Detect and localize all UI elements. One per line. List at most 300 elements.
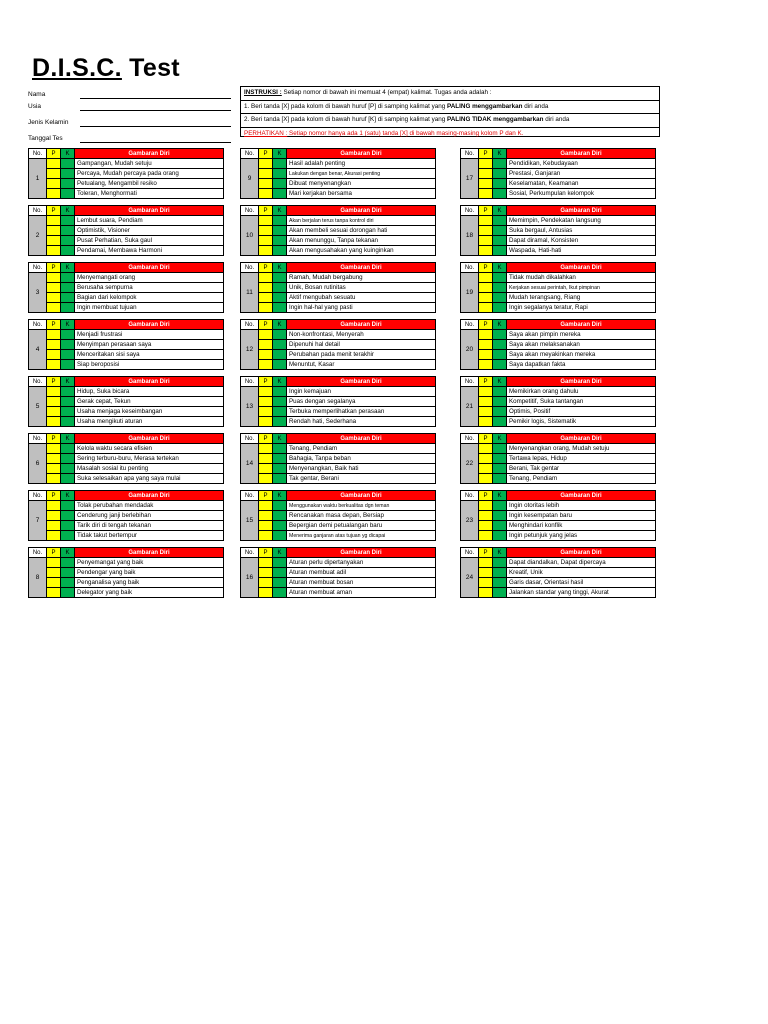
k-mark-cell[interactable]	[61, 521, 75, 531]
header-k: K	[273, 263, 287, 273]
header-p: P	[47, 149, 61, 159]
p-mark-cell[interactable]	[479, 387, 493, 397]
k-mark-cell[interactable]	[273, 417, 287, 427]
p-mark-cell[interactable]	[479, 273, 493, 283]
k-mark-cell[interactable]	[273, 454, 287, 464]
k-mark-cell[interactable]	[493, 588, 507, 598]
k-mark-cell[interactable]	[273, 501, 287, 511]
k-mark-cell[interactable]	[273, 474, 287, 484]
p-mark-cell[interactable]	[47, 521, 61, 531]
p-mark-cell[interactable]	[479, 568, 493, 578]
table-row	[461, 588, 656, 598]
statement-text: Berani, Tak gentar	[507, 464, 656, 474]
p-mark-cell[interactable]	[47, 417, 61, 427]
k-mark-cell[interactable]	[493, 360, 507, 370]
p-mark-cell[interactable]	[259, 283, 273, 293]
p-mark-cell[interactable]	[47, 578, 61, 588]
statement-text: Jalankan standar yang tinggi, Akurat	[507, 588, 656, 598]
header-p: P	[479, 434, 493, 444]
k-mark-cell[interactable]	[273, 330, 287, 340]
k-mark-cell[interactable]	[61, 283, 75, 293]
table-header-row	[461, 206, 656, 216]
statement-text: Kompetitif, Suka tantangan	[507, 397, 656, 407]
field-tanggal-tes	[28, 134, 233, 144]
k-mark-cell[interactable]	[61, 216, 75, 226]
k-mark-cell[interactable]	[493, 578, 507, 588]
statement-text: Ingin membuat tujuan	[75, 303, 224, 313]
k-mark-cell[interactable]	[493, 454, 507, 464]
p-mark-cell[interactable]	[259, 474, 273, 484]
table-row	[461, 417, 656, 427]
p-mark-cell[interactable]	[259, 340, 273, 350]
tanggal-tes-input-line[interactable]	[80, 142, 231, 143]
p-mark-cell[interactable]	[479, 360, 493, 370]
k-mark-cell[interactable]	[273, 283, 287, 293]
table-header-row	[241, 149, 436, 159]
p-mark-cell[interactable]	[479, 330, 493, 340]
p-mark-cell[interactable]	[479, 350, 493, 360]
k-mark-cell[interactable]	[61, 350, 75, 360]
table-header-row	[29, 548, 224, 558]
k-mark-cell[interactable]	[61, 189, 75, 199]
k-mark-cell[interactable]	[61, 330, 75, 340]
statement-text: Tarik diri di tengah tekanan	[75, 521, 224, 531]
table-row	[241, 169, 436, 179]
table-header-row	[241, 206, 436, 216]
instructions-intro-text: Setiap nomor di bawah ini memuat 4 (empat) kalimat. Tugas anda adalah :	[281, 89, 492, 96]
p-mark-cell[interactable]	[259, 159, 273, 169]
k-mark-cell[interactable]	[273, 511, 287, 521]
k-mark-cell[interactable]	[493, 340, 507, 350]
k-mark-cell[interactable]	[273, 464, 287, 474]
k-mark-cell[interactable]	[493, 216, 507, 226]
k-mark-cell[interactable]	[273, 246, 287, 256]
table-row	[461, 397, 656, 407]
statement-text: Petualang, Mengambil resiko	[75, 179, 224, 189]
statement-text: Gerak cepat, Tekun	[75, 397, 224, 407]
k-mark-cell[interactable]	[273, 179, 287, 189]
k-mark-cell[interactable]	[273, 273, 287, 283]
p-mark-cell[interactable]	[479, 169, 493, 179]
p-mark-cell[interactable]	[259, 360, 273, 370]
p-mark-cell[interactable]	[259, 293, 273, 303]
table-row	[241, 521, 436, 531]
p-mark-cell[interactable]	[259, 511, 273, 521]
k-mark-cell[interactable]	[493, 464, 507, 474]
k-mark-cell[interactable]	[273, 578, 287, 588]
k-mark-cell[interactable]	[493, 521, 507, 531]
p-mark-cell[interactable]	[259, 189, 273, 199]
question-number: 12	[241, 330, 259, 370]
statement-text: Rendah hati, Sederhana	[287, 417, 436, 427]
table-row	[241, 303, 436, 313]
header-k: K	[273, 548, 287, 558]
question-table	[240, 547, 436, 598]
field-label: Nama	[28, 91, 46, 98]
statement-text: Waspada, Hati-hati	[507, 246, 656, 256]
header-gambaran-diri: Gambaran Diri	[75, 548, 224, 558]
p-mark-cell[interactable]	[47, 501, 61, 511]
p-mark-cell[interactable]	[479, 236, 493, 246]
statement-text: Aturan membuat aman	[287, 588, 436, 598]
p-mark-cell[interactable]	[259, 558, 273, 568]
k-mark-cell[interactable]	[61, 236, 75, 246]
p-mark-cell[interactable]	[47, 407, 61, 417]
statement-text: Bepergian demi petualangan baru	[287, 521, 436, 531]
question-number: 23	[461, 501, 479, 541]
p-mark-cell[interactable]	[259, 179, 273, 189]
k-mark-cell[interactable]	[61, 169, 75, 179]
p-mark-cell[interactable]	[259, 578, 273, 588]
p-mark-cell[interactable]	[479, 216, 493, 226]
table-row	[241, 340, 436, 350]
p-mark-cell[interactable]	[259, 169, 273, 179]
p-mark-cell[interactable]	[259, 226, 273, 236]
k-mark-cell[interactable]	[61, 340, 75, 350]
k-mark-cell[interactable]	[493, 474, 507, 484]
p-mark-cell[interactable]	[479, 578, 493, 588]
table-row	[461, 246, 656, 256]
k-mark-cell[interactable]	[61, 360, 75, 370]
p-mark-cell[interactable]	[47, 464, 61, 474]
statement-text: Ingin otoritas lebih	[507, 501, 656, 511]
p-mark-cell[interactable]	[479, 511, 493, 521]
p-mark-cell[interactable]	[259, 397, 273, 407]
table-row	[29, 303, 224, 313]
p-mark-cell[interactable]	[259, 236, 273, 246]
table-row	[29, 588, 224, 598]
question-number: 15	[241, 501, 259, 541]
k-mark-cell[interactable]	[273, 159, 287, 169]
k-mark-cell[interactable]	[61, 407, 75, 417]
table-row	[241, 501, 436, 511]
statement-text: Menyimpan perasaan saya	[75, 340, 224, 350]
table-row	[461, 226, 656, 236]
k-mark-cell[interactable]	[273, 293, 287, 303]
k-mark-cell[interactable]	[493, 531, 507, 541]
k-mark-cell[interactable]	[273, 397, 287, 407]
p-mark-cell[interactable]	[47, 246, 61, 256]
k-mark-cell[interactable]	[61, 588, 75, 598]
p-mark-cell[interactable]	[47, 189, 61, 199]
question-table	[28, 433, 224, 484]
k-mark-cell[interactable]	[61, 246, 75, 256]
k-mark-cell[interactable]	[493, 511, 507, 521]
table-row	[29, 568, 224, 578]
p-mark-cell[interactable]	[259, 444, 273, 454]
k-mark-cell[interactable]	[273, 216, 287, 226]
statement-text: Tertawa lepas, Hidup	[507, 454, 656, 464]
p-mark-cell[interactable]	[259, 531, 273, 541]
p-mark-cell[interactable]	[259, 454, 273, 464]
k-mark-cell[interactable]	[273, 189, 287, 199]
table-row	[241, 293, 436, 303]
p-mark-cell[interactable]	[259, 273, 273, 283]
question-number: 18	[461, 216, 479, 256]
header-p: P	[259, 491, 273, 501]
table-row	[461, 330, 656, 340]
header-k: K	[273, 149, 287, 159]
k-mark-cell[interactable]	[61, 568, 75, 578]
k-mark-cell[interactable]	[61, 444, 75, 454]
k-mark-cell[interactable]	[61, 501, 75, 511]
statement-text: Saya dapatkan fakta	[507, 360, 656, 370]
p-mark-cell[interactable]	[479, 246, 493, 256]
jenis-kelamin-input-line[interactable]	[80, 126, 231, 127]
table-row	[461, 236, 656, 246]
p-mark-cell[interactable]	[259, 303, 273, 313]
k-mark-cell[interactable]	[61, 417, 75, 427]
statement-text: Perubahan pada menit terakhir	[287, 350, 436, 360]
k-mark-cell[interactable]	[493, 568, 507, 578]
k-mark-cell[interactable]	[273, 340, 287, 350]
statement-text: Rencanakan masa depan, Bersiap	[287, 511, 436, 521]
statement-text: Ingin petunjuk yang jelas	[507, 531, 656, 541]
k-mark-cell[interactable]	[493, 246, 507, 256]
header-p: P	[259, 149, 273, 159]
p-mark-cell[interactable]	[47, 303, 61, 313]
p-mark-cell[interactable]	[47, 236, 61, 246]
question-number: 9	[241, 159, 259, 199]
p-mark-cell[interactable]	[479, 397, 493, 407]
header-gambaran-diri: Gambaran Diri	[287, 377, 436, 387]
p-mark-cell[interactable]	[47, 360, 61, 370]
table-row	[241, 558, 436, 568]
p-mark-cell[interactable]	[47, 216, 61, 226]
p-mark-cell[interactable]	[259, 464, 273, 474]
p-mark-cell[interactable]	[479, 407, 493, 417]
p-mark-cell[interactable]	[479, 521, 493, 531]
header-no: No.	[241, 149, 259, 159]
table-row	[29, 444, 224, 454]
k-mark-cell[interactable]	[61, 558, 75, 568]
k-mark-cell[interactable]	[273, 558, 287, 568]
k-mark-cell[interactable]	[61, 273, 75, 283]
table-row	[461, 350, 656, 360]
statement-text: Ingin kemajuan	[287, 387, 436, 397]
table-row	[461, 169, 656, 179]
p-mark-cell[interactable]	[259, 216, 273, 226]
p-mark-cell[interactable]	[479, 340, 493, 350]
k-mark-cell[interactable]	[493, 283, 507, 293]
p-mark-cell[interactable]	[479, 303, 493, 313]
k-mark-cell[interactable]	[493, 159, 507, 169]
statement-text: Sering terburu-buru, Merasa tertekan	[75, 454, 224, 464]
table-header-row	[241, 377, 436, 387]
k-mark-cell[interactable]	[61, 464, 75, 474]
table-row	[241, 246, 436, 256]
k-mark-cell[interactable]	[61, 159, 75, 169]
k-mark-cell[interactable]	[61, 303, 75, 313]
p-mark-cell[interactable]	[47, 474, 61, 484]
k-mark-cell[interactable]	[273, 226, 287, 236]
p-mark-cell[interactable]	[479, 179, 493, 189]
k-mark-cell[interactable]	[493, 407, 507, 417]
p-mark-cell[interactable]	[479, 588, 493, 598]
usia-input-line[interactable]	[80, 110, 231, 111]
p-mark-cell[interactable]	[479, 159, 493, 169]
header-no: No.	[29, 491, 47, 501]
table-row	[241, 511, 436, 521]
table-row	[29, 226, 224, 236]
k-mark-cell[interactable]	[273, 444, 287, 454]
table-row	[241, 226, 436, 236]
k-mark-cell[interactable]	[493, 179, 507, 189]
statement-text: Memimpin, Pendekatan langsung	[507, 216, 656, 226]
header-gambaran-diri: Gambaran Diri	[507, 434, 656, 444]
k-mark-cell[interactable]	[273, 350, 287, 360]
p-mark-cell[interactable]	[259, 387, 273, 397]
table-row	[241, 568, 436, 578]
question-number: 11	[241, 273, 259, 313]
k-mark-cell[interactable]	[61, 387, 75, 397]
p-mark-cell[interactable]	[259, 568, 273, 578]
p-mark-cell[interactable]	[259, 350, 273, 360]
p-mark-cell[interactable]	[47, 454, 61, 464]
p-mark-cell[interactable]	[47, 159, 61, 169]
k-mark-cell[interactable]	[273, 407, 287, 417]
header-k: K	[493, 491, 507, 501]
k-mark-cell[interactable]	[493, 501, 507, 511]
p-mark-cell[interactable]	[47, 293, 61, 303]
question-table	[240, 262, 436, 313]
p-mark-cell[interactable]	[479, 293, 493, 303]
p-mark-cell[interactable]	[479, 531, 493, 541]
statement-text: Pendamai, Membawa Harmoni	[75, 246, 224, 256]
k-mark-cell[interactable]	[493, 417, 507, 427]
p-mark-cell[interactable]	[479, 501, 493, 511]
header-k: K	[493, 434, 507, 444]
k-mark-cell[interactable]	[493, 444, 507, 454]
header-no: No.	[461, 263, 479, 273]
k-mark-cell[interactable]	[61, 397, 75, 407]
table-header-row	[461, 491, 656, 501]
p-mark-cell[interactable]	[47, 568, 61, 578]
nama-input-line[interactable]	[80, 98, 231, 99]
header-k: K	[493, 548, 507, 558]
k-mark-cell[interactable]	[61, 293, 75, 303]
table-row	[241, 330, 436, 340]
k-mark-cell[interactable]	[493, 387, 507, 397]
k-mark-cell[interactable]	[273, 236, 287, 246]
header-k: K	[61, 434, 75, 444]
question-table	[28, 319, 224, 370]
p-mark-cell[interactable]	[479, 444, 493, 454]
k-mark-cell[interactable]	[493, 169, 507, 179]
k-mark-cell[interactable]	[493, 236, 507, 246]
k-mark-cell[interactable]	[61, 474, 75, 484]
p-mark-cell[interactable]	[479, 558, 493, 568]
k-mark-cell[interactable]	[493, 558, 507, 568]
header-no: No.	[241, 548, 259, 558]
k-mark-cell[interactable]	[273, 588, 287, 598]
p-mark-cell[interactable]	[47, 283, 61, 293]
p-mark-cell[interactable]	[259, 501, 273, 511]
k-mark-cell[interactable]	[493, 226, 507, 236]
table-row	[241, 360, 436, 370]
k-mark-cell[interactable]	[273, 169, 287, 179]
header-no: No.	[29, 377, 47, 387]
p-mark-cell[interactable]	[259, 330, 273, 340]
k-mark-cell[interactable]	[61, 531, 75, 541]
p-mark-cell[interactable]	[47, 273, 61, 283]
table-row	[241, 189, 436, 199]
question-table	[460, 319, 656, 370]
p-mark-cell[interactable]	[47, 588, 61, 598]
k-mark-cell[interactable]	[493, 350, 507, 360]
statement-text: Non-konfrontasi, Menyerah	[287, 330, 436, 340]
k-mark-cell[interactable]	[493, 273, 507, 283]
p-mark-cell[interactable]	[47, 330, 61, 340]
statement-text: Akan mengusahakan yang kuinginkan	[287, 246, 436, 256]
p-mark-cell[interactable]	[47, 340, 61, 350]
p-mark-cell[interactable]	[259, 588, 273, 598]
table-row	[461, 283, 656, 293]
statement-text: Dibuat menyenangkan	[287, 179, 436, 189]
k-mark-cell[interactable]	[493, 303, 507, 313]
instr-1-pre: 1. Beri tanda [X] pada kolom di bawah huruf [P] di samping kalimat yang	[244, 102, 448, 110]
p-mark-cell[interactable]	[479, 189, 493, 199]
p-mark-cell[interactable]	[47, 169, 61, 179]
p-mark-cell[interactable]	[47, 350, 61, 360]
k-mark-cell[interactable]	[273, 568, 287, 578]
table-row	[29, 531, 224, 541]
p-mark-cell[interactable]	[47, 397, 61, 407]
p-mark-cell[interactable]	[259, 521, 273, 531]
k-mark-cell[interactable]	[493, 293, 507, 303]
table-header-row	[241, 320, 436, 330]
k-mark-cell[interactable]	[61, 578, 75, 588]
header-k: K	[493, 263, 507, 273]
k-mark-cell[interactable]	[493, 189, 507, 199]
k-mark-cell[interactable]	[61, 454, 75, 464]
p-mark-cell[interactable]	[479, 283, 493, 293]
p-mark-cell[interactable]	[479, 417, 493, 427]
p-mark-cell[interactable]	[47, 511, 61, 521]
p-mark-cell[interactable]	[259, 246, 273, 256]
k-mark-cell[interactable]	[61, 226, 75, 236]
p-mark-cell[interactable]	[47, 226, 61, 236]
p-mark-cell[interactable]	[47, 179, 61, 189]
k-mark-cell[interactable]	[61, 511, 75, 521]
k-mark-cell[interactable]	[493, 397, 507, 407]
p-mark-cell[interactable]	[259, 407, 273, 417]
table-row	[241, 350, 436, 360]
p-mark-cell[interactable]	[47, 444, 61, 454]
p-mark-cell[interactable]	[479, 474, 493, 484]
p-mark-cell[interactable]	[47, 558, 61, 568]
k-mark-cell[interactable]	[273, 387, 287, 397]
p-mark-cell[interactable]	[47, 387, 61, 397]
k-mark-cell[interactable]	[493, 330, 507, 340]
p-mark-cell[interactable]	[47, 531, 61, 541]
statement-text: Pendengar yang baik	[75, 568, 224, 578]
k-mark-cell[interactable]	[273, 531, 287, 541]
k-mark-cell[interactable]	[273, 303, 287, 313]
k-mark-cell[interactable]	[61, 179, 75, 189]
p-mark-cell[interactable]	[479, 464, 493, 474]
header-no: No.	[29, 434, 47, 444]
instructions-note	[241, 128, 659, 141]
statement-text: Akan membeli sesuai dorongan hati	[287, 226, 436, 236]
header-gambaran-diri: Gambaran Diri	[507, 377, 656, 387]
p-mark-cell[interactable]	[479, 454, 493, 464]
p-mark-cell[interactable]	[479, 226, 493, 236]
question-number: 21	[461, 387, 479, 427]
p-mark-cell[interactable]	[259, 417, 273, 427]
k-mark-cell[interactable]	[273, 360, 287, 370]
k-mark-cell[interactable]	[273, 521, 287, 531]
